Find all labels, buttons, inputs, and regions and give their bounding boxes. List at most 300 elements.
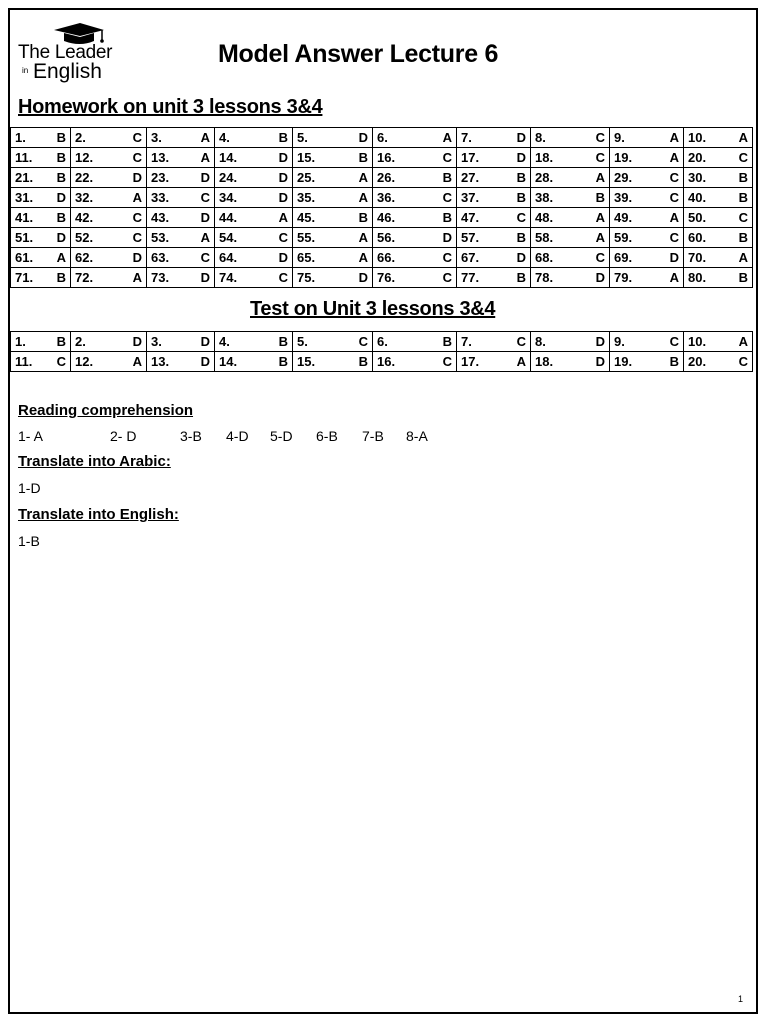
homework-answer-cell xyxy=(147,248,215,268)
homework-answer-cell xyxy=(147,148,215,168)
question-number: 64. xyxy=(219,250,238,265)
homework-answer-cell xyxy=(71,188,147,208)
answer-letter: A xyxy=(358,170,368,185)
question-number: 43. xyxy=(151,210,170,225)
answer-letter: C xyxy=(200,190,210,205)
question-number: 29. xyxy=(614,170,633,185)
question-number: 77. xyxy=(461,270,480,285)
question-number: 3. xyxy=(151,334,162,349)
test-answer-cell xyxy=(147,332,215,352)
answer-letter: B xyxy=(516,170,526,185)
question-number: 5. xyxy=(297,130,308,145)
answer-letter: C xyxy=(442,354,452,369)
homework-answer-cell xyxy=(11,168,71,188)
logo-text-the-leader: The Leader xyxy=(18,42,113,63)
question-number: 78. xyxy=(535,270,554,285)
question-number: 39. xyxy=(614,190,633,205)
test-row xyxy=(11,352,753,372)
homework-answer-cell xyxy=(531,168,610,188)
translate-english-heading: Translate into English: xyxy=(18,506,179,523)
question-number: 50. xyxy=(688,210,707,225)
answer-letter: C xyxy=(738,210,748,225)
question-number: 3. xyxy=(151,130,162,145)
question-number: 15. xyxy=(297,354,316,369)
question-number: 2. xyxy=(75,334,86,349)
answer-letter: A xyxy=(200,130,210,145)
question-number: 46. xyxy=(377,210,396,225)
translate-arabic-answer: 1-D xyxy=(18,480,41,496)
answer-letter: D xyxy=(200,270,210,285)
homework-answer-cell xyxy=(71,268,147,288)
question-number: 18. xyxy=(535,354,554,369)
homework-answer-cell xyxy=(11,248,71,268)
answer-letter: C xyxy=(442,270,452,285)
question-number: 74. xyxy=(219,270,238,285)
question-number: 35. xyxy=(297,190,316,205)
homework-answer-cell xyxy=(610,268,684,288)
homework-answer-cell xyxy=(71,148,147,168)
homework-answer-cell xyxy=(71,128,147,148)
question-number: 1. xyxy=(15,130,26,145)
homework-row xyxy=(11,188,753,208)
homework-answer-cell xyxy=(684,168,753,188)
question-number: 66. xyxy=(377,250,396,265)
answer-letter: C xyxy=(132,210,142,225)
answer-letter: A xyxy=(56,250,66,265)
answer-letter: D xyxy=(516,150,526,165)
answer-letter: A xyxy=(200,230,210,245)
homework-answer-cell xyxy=(684,248,753,268)
homework-answer-cell xyxy=(610,208,684,228)
answer-letter: C xyxy=(132,150,142,165)
answer-letter: A xyxy=(200,150,210,165)
question-number: 37. xyxy=(461,190,480,205)
answer-letter: B xyxy=(56,270,66,285)
homework-row xyxy=(11,168,753,188)
homework-answer-cell xyxy=(293,168,373,188)
question-number: 48. xyxy=(535,210,554,225)
homework-answer-cell xyxy=(610,128,684,148)
answer-letter: D xyxy=(358,130,368,145)
answer-letter: B xyxy=(278,130,288,145)
answer-letter: A xyxy=(358,230,368,245)
answer-letter: A xyxy=(278,210,288,225)
question-number: 1. xyxy=(15,334,26,349)
reading-answer: 6-B xyxy=(316,428,338,444)
answer-letter: C xyxy=(132,130,142,145)
answer-letter: C xyxy=(595,150,605,165)
question-number: 47. xyxy=(461,210,480,225)
homework-answer-cell xyxy=(457,168,531,188)
question-number: 13. xyxy=(151,354,170,369)
answer-letter: B xyxy=(358,150,368,165)
question-number: 17. xyxy=(461,354,480,369)
homework-row xyxy=(11,148,753,168)
homework-answer-cell xyxy=(457,268,531,288)
reading-comprehension-heading: Reading comprehension xyxy=(18,402,194,419)
test-answer-cell xyxy=(293,332,373,352)
answer-letter: C xyxy=(669,190,679,205)
answer-letter: C xyxy=(278,230,288,245)
question-number: 71. xyxy=(15,270,34,285)
answer-letter: D xyxy=(595,354,605,369)
homework-answer-cell xyxy=(610,188,684,208)
answer-letter: C xyxy=(738,354,748,369)
question-number: 12. xyxy=(75,354,94,369)
homework-answer-cell xyxy=(373,188,457,208)
homework-answer-cell xyxy=(215,168,293,188)
test-answer-cell xyxy=(610,352,684,372)
answer-letter: B xyxy=(56,170,66,185)
question-number: 16. xyxy=(377,150,396,165)
answer-letter: A xyxy=(669,130,679,145)
test-answer-cell xyxy=(684,352,753,372)
homework-answer-cell xyxy=(373,148,457,168)
homework-answer-cell xyxy=(373,168,457,188)
answer-letter: A xyxy=(132,190,142,205)
answer-letter: B xyxy=(738,190,748,205)
homework-answer-cell xyxy=(293,248,373,268)
question-number: 4. xyxy=(219,334,230,349)
test-answer-cell xyxy=(457,332,531,352)
homework-answer-cell xyxy=(373,228,457,248)
answer-letter: B xyxy=(358,354,368,369)
homework-answer-cell xyxy=(684,148,753,168)
homework-answer-cell xyxy=(684,128,753,148)
question-number: 45. xyxy=(297,210,316,225)
question-number: 32. xyxy=(75,190,94,205)
answer-letter: D xyxy=(442,230,452,245)
question-number: 15. xyxy=(297,150,316,165)
homework-answer-cell xyxy=(147,188,215,208)
answer-letter: C xyxy=(200,250,210,265)
homework-answer-cell xyxy=(147,128,215,148)
answer-letter: C xyxy=(56,354,66,369)
answer-letter: C xyxy=(442,190,452,205)
homework-answer-cell xyxy=(293,228,373,248)
homework-answer-cell xyxy=(457,188,531,208)
test-answer-cell xyxy=(373,332,457,352)
answer-letter: D xyxy=(200,170,210,185)
question-number: 20. xyxy=(688,354,707,369)
answer-letter: A xyxy=(595,210,605,225)
homework-answer-cell xyxy=(215,228,293,248)
question-number: 31. xyxy=(15,190,34,205)
question-number: 13. xyxy=(151,150,170,165)
question-number: 5. xyxy=(297,334,308,349)
question-number: 6. xyxy=(377,334,388,349)
question-number: 11. xyxy=(15,150,33,165)
logo-text-in: in xyxy=(22,66,29,75)
question-number: 73. xyxy=(151,270,170,285)
homework-row xyxy=(11,248,753,268)
question-number: 61. xyxy=(15,250,34,265)
answer-letter: B xyxy=(56,150,66,165)
homework-answer-cell xyxy=(457,208,531,228)
question-number: 60. xyxy=(688,230,707,245)
homework-answer-cell xyxy=(531,128,610,148)
homework-answer-cell xyxy=(147,268,215,288)
test-answer-table xyxy=(10,331,753,372)
homework-row xyxy=(11,228,753,248)
question-number: 67. xyxy=(461,250,480,265)
answer-letter: B xyxy=(442,210,452,225)
test-answer-cell xyxy=(11,332,71,352)
question-number: 27. xyxy=(461,170,480,185)
question-number: 33. xyxy=(151,190,170,205)
test-answer-cell xyxy=(215,352,293,372)
answer-letter: B xyxy=(278,334,288,349)
answer-letter: A xyxy=(358,190,368,205)
homework-answer-cell xyxy=(373,128,457,148)
homework-answer-table xyxy=(10,127,753,288)
homework-answer-cell xyxy=(684,188,753,208)
answer-letter: C xyxy=(442,250,452,265)
homework-row xyxy=(11,268,753,288)
reading-answer: 3-B xyxy=(180,428,202,444)
question-number: 44. xyxy=(219,210,238,225)
question-number: 20. xyxy=(688,150,707,165)
answer-letter: C xyxy=(278,270,288,285)
question-number: 63. xyxy=(151,250,170,265)
question-number: 36. xyxy=(377,190,396,205)
question-number: 53. xyxy=(151,230,170,245)
homework-answer-cell xyxy=(11,188,71,208)
test-answer-cell xyxy=(293,352,373,372)
question-number: 26. xyxy=(377,170,396,185)
question-number: 9. xyxy=(614,334,625,349)
answer-letter: D xyxy=(358,270,368,285)
reading-answer: 2- D xyxy=(110,428,137,444)
question-number: 14. xyxy=(219,150,238,165)
test-heading: Test on Unit 3 lessons 3&4 xyxy=(250,298,496,320)
question-number: 22. xyxy=(75,170,94,185)
question-number: 58. xyxy=(535,230,554,245)
test-answer-cell xyxy=(11,352,71,372)
answer-letter: A xyxy=(738,334,748,349)
answer-letter: A xyxy=(516,354,526,369)
answer-letter: B xyxy=(56,210,66,225)
homework-row xyxy=(11,208,753,228)
answer-letter: B xyxy=(738,270,748,285)
homework-row xyxy=(11,128,753,148)
test-answer-cell xyxy=(373,352,457,372)
answer-letter: D xyxy=(56,190,66,205)
homework-answer-cell xyxy=(373,248,457,268)
question-number: 28. xyxy=(535,170,554,185)
question-number: 17. xyxy=(461,150,480,165)
reading-answer: 7-B xyxy=(362,428,384,444)
homework-answer-cell xyxy=(684,208,753,228)
homework-answer-cell xyxy=(610,228,684,248)
test-answer-cell xyxy=(457,352,531,372)
homework-answer-cell xyxy=(11,208,71,228)
answer-letter: B xyxy=(278,354,288,369)
question-number: 30. xyxy=(688,170,707,185)
answer-letter: A xyxy=(132,270,142,285)
homework-answer-cell xyxy=(457,128,531,148)
question-number: 79. xyxy=(614,270,633,285)
answer-letter: D xyxy=(278,250,288,265)
answer-letter: C xyxy=(442,150,452,165)
answer-letter: A xyxy=(442,130,452,145)
answer-letter: D xyxy=(595,334,605,349)
answer-letter: A xyxy=(595,170,605,185)
homework-answer-cell xyxy=(684,228,753,248)
homework-answer-cell xyxy=(531,248,610,268)
question-number: 80. xyxy=(688,270,707,285)
homework-answer-cell xyxy=(610,248,684,268)
question-number: 65. xyxy=(297,250,316,265)
homework-answer-cell xyxy=(11,228,71,248)
logo-text-english: English xyxy=(33,60,102,83)
homework-answer-cell xyxy=(147,168,215,188)
question-number: 10. xyxy=(688,334,707,349)
answer-letter: A xyxy=(669,210,679,225)
question-number: 7. xyxy=(461,334,472,349)
test-answer-cell xyxy=(71,352,147,372)
question-number: 56. xyxy=(377,230,396,245)
answer-letter: C xyxy=(595,250,605,265)
question-number: 40. xyxy=(688,190,707,205)
question-number: 62. xyxy=(75,250,94,265)
question-number: 69. xyxy=(614,250,633,265)
test-row xyxy=(11,332,753,352)
homework-answer-cell xyxy=(373,268,457,288)
question-number: 76. xyxy=(377,270,396,285)
answer-letter: C xyxy=(132,230,142,245)
question-number: 2. xyxy=(75,130,86,145)
homework-answer-cell xyxy=(457,228,531,248)
homework-answer-cell xyxy=(71,248,147,268)
answer-letter: D xyxy=(595,270,605,285)
answer-letter: A xyxy=(358,250,368,265)
homework-answer-cell xyxy=(531,228,610,248)
answer-letter: B xyxy=(516,270,526,285)
homework-answer-cell xyxy=(531,208,610,228)
logo xyxy=(16,22,126,88)
homework-answer-cell xyxy=(293,188,373,208)
homework-answer-cell xyxy=(215,128,293,148)
homework-answer-cell xyxy=(373,208,457,228)
question-number: 54. xyxy=(219,230,238,245)
question-number: 24. xyxy=(219,170,238,185)
translate-english-answer: 1-B xyxy=(18,533,40,549)
question-number: 23. xyxy=(151,170,170,185)
question-number: 52. xyxy=(75,230,94,245)
question-number: 68. xyxy=(535,250,554,265)
answer-letter: B xyxy=(516,230,526,245)
reading-answer: 5-D xyxy=(270,428,293,444)
answer-letter: D xyxy=(278,150,288,165)
question-number: 12. xyxy=(75,150,94,165)
question-number: 57. xyxy=(461,230,480,245)
question-number: 19. xyxy=(614,150,633,165)
question-number: 4. xyxy=(219,130,230,145)
homework-answer-cell xyxy=(457,248,531,268)
homework-answer-cell xyxy=(610,168,684,188)
answer-letter: A xyxy=(669,270,679,285)
test-answer-cell xyxy=(71,332,147,352)
question-number: 6. xyxy=(377,130,388,145)
answer-letter: D xyxy=(278,170,288,185)
answer-letter: C xyxy=(595,130,605,145)
answer-letter: D xyxy=(516,130,526,145)
answer-letter: D xyxy=(132,250,142,265)
homework-answer-cell xyxy=(71,208,147,228)
answer-letter: B xyxy=(442,334,452,349)
answer-letter: B xyxy=(738,170,748,185)
homework-answer-cell xyxy=(71,228,147,248)
answer-letter: A xyxy=(738,130,748,145)
answer-letter: A xyxy=(738,250,748,265)
question-number: 8. xyxy=(535,334,546,349)
question-number: 42. xyxy=(75,210,94,225)
homework-answer-cell xyxy=(293,148,373,168)
answer-letter: D xyxy=(200,334,210,349)
answer-letter: A xyxy=(132,354,142,369)
answer-letter: C xyxy=(669,334,679,349)
homework-answer-cell xyxy=(147,228,215,248)
reading-answer: 4-D xyxy=(226,428,249,444)
homework-answer-cell xyxy=(293,268,373,288)
question-number: 41. xyxy=(15,210,34,225)
homework-heading: Homework on unit 3 lessons 3&4 xyxy=(18,96,323,118)
test-answer-cell xyxy=(147,352,215,372)
homework-answer-cell xyxy=(684,268,753,288)
answer-letter: A xyxy=(595,230,605,245)
answer-letter: C xyxy=(669,170,679,185)
question-number: 16. xyxy=(377,354,396,369)
answer-letter: D xyxy=(516,250,526,265)
translate-arabic-heading: Translate into Arabic: xyxy=(18,453,171,470)
question-number: 34. xyxy=(219,190,238,205)
page-number: 1 xyxy=(738,994,744,1004)
homework-answer-cell xyxy=(11,148,71,168)
page-title: Model Answer Lecture 6 xyxy=(218,40,499,68)
answer-letter: D xyxy=(278,190,288,205)
reading-answer: 8-A xyxy=(406,428,428,444)
question-number: 70. xyxy=(688,250,707,265)
answer-letter: C xyxy=(516,210,526,225)
question-number: 75. xyxy=(297,270,316,285)
answer-letter: B xyxy=(358,210,368,225)
homework-answer-cell xyxy=(215,268,293,288)
answer-letter: A xyxy=(669,150,679,165)
answer-letter: B xyxy=(516,190,526,205)
test-answer-cell xyxy=(531,332,610,352)
question-number: 8. xyxy=(535,130,546,145)
test-answer-cell xyxy=(610,332,684,352)
question-number: 21. xyxy=(15,170,34,185)
homework-answer-cell xyxy=(71,168,147,188)
question-number: 11. xyxy=(15,354,33,369)
answer-letter: B xyxy=(738,230,748,245)
homework-answer-cell xyxy=(457,148,531,168)
question-number: 25. xyxy=(297,170,316,185)
answer-letter: B xyxy=(595,190,605,205)
answer-letter: B xyxy=(442,170,452,185)
answer-letter: C xyxy=(358,334,368,349)
answer-letter: C xyxy=(669,230,679,245)
homework-answer-cell xyxy=(215,248,293,268)
answer-letter: C xyxy=(738,150,748,165)
answer-letter: D xyxy=(200,210,210,225)
reading-answer: 1- A xyxy=(18,428,43,444)
test-answer-cell xyxy=(215,332,293,352)
answer-letter: D xyxy=(132,170,142,185)
question-number: 9. xyxy=(614,130,625,145)
